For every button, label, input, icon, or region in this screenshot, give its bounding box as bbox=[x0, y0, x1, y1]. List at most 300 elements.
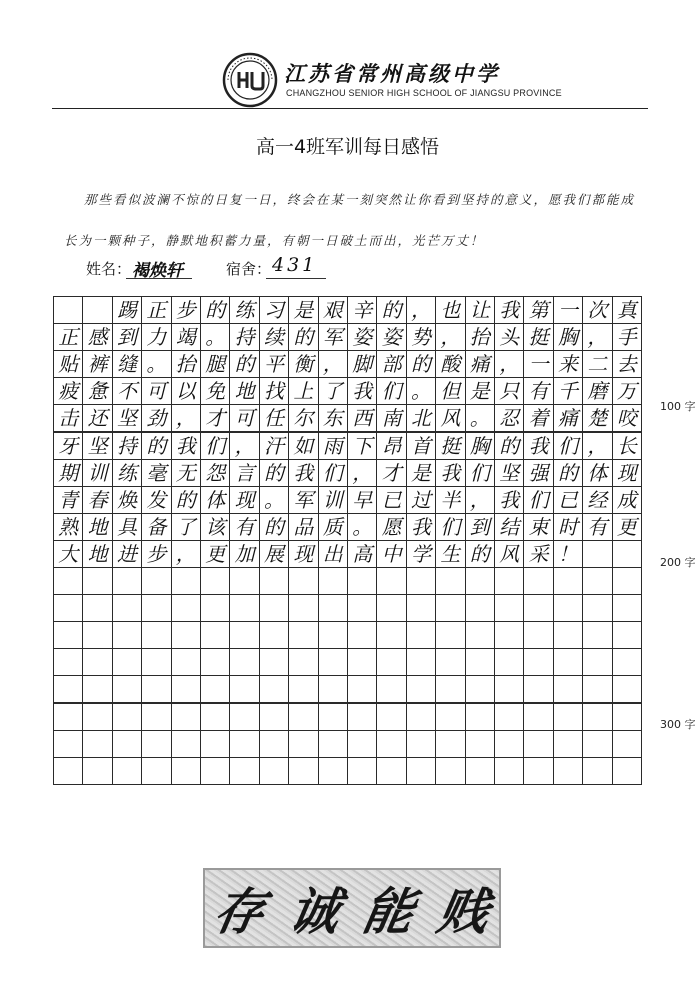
school-name-en: CHANGZHOU SENIOR HIGH SCHOOL OF JIANGSU PROVINCE bbox=[286, 88, 562, 98]
grid-cell bbox=[200, 757, 230, 785]
grid-cell: 姿 bbox=[347, 323, 377, 351]
grid-cell: 了 bbox=[171, 513, 201, 541]
grid-cell: 强 bbox=[523, 459, 553, 487]
grid-cell bbox=[141, 757, 171, 785]
grid-cell: 练 bbox=[229, 296, 259, 324]
grid-cell: ， bbox=[435, 323, 465, 351]
grid-cell: 击 bbox=[53, 404, 83, 432]
grid-cell bbox=[112, 594, 142, 622]
grid-cell: 雨 bbox=[318, 432, 348, 460]
grid-cell: 进 bbox=[112, 540, 142, 568]
grid-cell: 千 bbox=[553, 377, 583, 405]
grid-cell: ， bbox=[347, 459, 377, 487]
grid-cell bbox=[82, 621, 112, 649]
calligraphy-char: 能 bbox=[358, 882, 419, 941]
grid-cell bbox=[494, 730, 524, 758]
grid-cell: 束 bbox=[523, 513, 553, 541]
grid-cell: 来 bbox=[553, 350, 583, 378]
grid-cell: 长 bbox=[612, 432, 642, 460]
grid-cell: 免 bbox=[200, 377, 230, 405]
grid-cell bbox=[582, 540, 612, 568]
grid-cell bbox=[347, 621, 377, 649]
grid-cell: 。 bbox=[347, 513, 377, 541]
grid-cell: 。 bbox=[141, 350, 171, 378]
calligraphy-char: 诚 bbox=[283, 882, 345, 941]
grid-cell: 续 bbox=[259, 323, 289, 351]
grid-cell bbox=[376, 757, 406, 785]
grid-cell: 但 bbox=[435, 377, 465, 405]
grid-cell: 抬 bbox=[171, 350, 201, 378]
grid-cell bbox=[465, 621, 495, 649]
grid-cell: 下 bbox=[347, 432, 377, 460]
grid-cell: 痛 bbox=[553, 404, 583, 432]
grid-cell: ， bbox=[229, 432, 259, 460]
grid-cell: 有 bbox=[229, 513, 259, 541]
grid-cell bbox=[318, 648, 348, 676]
grid-cell: 品 bbox=[288, 513, 318, 541]
grid-cell bbox=[200, 621, 230, 649]
grid-cell: 春 bbox=[82, 486, 112, 514]
grid-cell: 一 bbox=[523, 350, 553, 378]
school-header bbox=[0, 50, 695, 110]
grid-cell bbox=[318, 594, 348, 622]
grid-cell: 大 bbox=[53, 540, 83, 568]
grid-cell: 质 bbox=[318, 513, 348, 541]
grid-cell bbox=[612, 730, 642, 758]
grid-cell bbox=[465, 730, 495, 758]
grid-cell: 只 bbox=[494, 377, 524, 405]
grid-cell: 发 bbox=[141, 486, 171, 514]
grid-cell: 具 bbox=[112, 513, 142, 541]
grid-cell: 让 bbox=[465, 296, 495, 324]
grid-cell bbox=[200, 567, 230, 595]
grid-cell: 的 bbox=[171, 486, 201, 514]
grid-cell: 现 bbox=[229, 486, 259, 514]
grid-cell: 东 bbox=[318, 404, 348, 432]
room-label: 宿舍： bbox=[226, 260, 272, 278]
grid-cell bbox=[288, 703, 318, 731]
grid-cell bbox=[318, 621, 348, 649]
grid-cell: 找 bbox=[259, 377, 289, 405]
grid-cell: 经 bbox=[582, 486, 612, 514]
grid-cell bbox=[582, 567, 612, 595]
grid-cell bbox=[112, 648, 142, 676]
grid-cell: 无 bbox=[171, 459, 201, 487]
grid-cell bbox=[259, 757, 289, 785]
grid-cell bbox=[376, 703, 406, 731]
grid-cell bbox=[288, 675, 318, 703]
grid-cell: 牙 bbox=[53, 432, 83, 460]
header-divider bbox=[52, 108, 648, 109]
grid-cell bbox=[465, 675, 495, 703]
grid-cell: 正 bbox=[141, 296, 171, 324]
grid-cell: ， bbox=[582, 432, 612, 460]
grid-cell: 可 bbox=[141, 377, 171, 405]
grid-cell: 的 bbox=[376, 296, 406, 324]
grid-cell: 的 bbox=[141, 432, 171, 460]
grid-cell bbox=[200, 730, 230, 758]
grid-cell bbox=[171, 675, 201, 703]
grid-cell: 。 bbox=[406, 377, 436, 405]
grid-cell: 酸 bbox=[435, 350, 465, 378]
grid-cell: 。 bbox=[259, 486, 289, 514]
calligraphy-motto bbox=[203, 868, 501, 948]
grid-cell bbox=[82, 675, 112, 703]
grid-cell: 磨 bbox=[582, 377, 612, 405]
grid-cell bbox=[112, 730, 142, 758]
calligraphy-char: 存 bbox=[209, 882, 270, 941]
grid-cell bbox=[406, 703, 436, 731]
grid-cell: 们 bbox=[318, 459, 348, 487]
grid-cell: 步 bbox=[171, 296, 201, 324]
grid-cell: 的 bbox=[494, 432, 524, 460]
grid-cell bbox=[523, 648, 553, 676]
grid-cell bbox=[347, 703, 377, 731]
grid-cell bbox=[494, 703, 524, 731]
grid-cell bbox=[200, 703, 230, 731]
grid-cell bbox=[141, 675, 171, 703]
grid-cell: 半 bbox=[435, 486, 465, 514]
grid-cell: ！ bbox=[553, 540, 583, 568]
grid-cell bbox=[112, 621, 142, 649]
grid-cell: 期 bbox=[53, 459, 83, 487]
count-100: 100 字 bbox=[660, 400, 695, 413]
grid-cell bbox=[200, 648, 230, 676]
grid-cell bbox=[229, 594, 259, 622]
grid-cell: 毫 bbox=[141, 459, 171, 487]
name-label: 姓名： bbox=[86, 260, 132, 278]
grid-cell: 我 bbox=[435, 459, 465, 487]
grid-cell bbox=[376, 675, 406, 703]
grid-cell: 体 bbox=[200, 486, 230, 514]
grid-cell: 真 bbox=[612, 296, 642, 324]
grid-cell bbox=[259, 594, 289, 622]
grid-cell bbox=[53, 703, 83, 731]
grid-cell bbox=[288, 730, 318, 758]
grid-cell: 脚 bbox=[347, 350, 377, 378]
grid-cell bbox=[494, 648, 524, 676]
grid-cell: 竭 bbox=[171, 323, 201, 351]
grid-cell bbox=[465, 567, 495, 595]
grid-cell: 是 bbox=[465, 377, 495, 405]
grid-cell bbox=[288, 621, 318, 649]
grid-cell: 我 bbox=[494, 296, 524, 324]
grid-cell bbox=[112, 703, 142, 731]
grid-cell bbox=[582, 621, 612, 649]
grid-cell bbox=[406, 675, 436, 703]
grid-cell: 我 bbox=[347, 377, 377, 405]
grid-cell: 军 bbox=[318, 323, 348, 351]
grid-cell bbox=[347, 567, 377, 595]
grid-cell bbox=[494, 675, 524, 703]
grid-cell: 缝 bbox=[112, 350, 142, 378]
grid-cell bbox=[318, 703, 348, 731]
grid-cell bbox=[435, 675, 465, 703]
grid-cell bbox=[171, 703, 201, 731]
grid-cell bbox=[318, 730, 348, 758]
grid-cell bbox=[435, 648, 465, 676]
grid-cell: 部 bbox=[376, 350, 406, 378]
grid-cell: 到 bbox=[465, 513, 495, 541]
grid-cell: 地 bbox=[82, 540, 112, 568]
grid-cell: 更 bbox=[200, 540, 230, 568]
grid-cell bbox=[465, 648, 495, 676]
grid-cell bbox=[200, 594, 230, 622]
grid-cell: 平 bbox=[259, 350, 289, 378]
grid-cell bbox=[406, 648, 436, 676]
grid-cell bbox=[229, 757, 259, 785]
grid-cell bbox=[582, 703, 612, 731]
grid-cell: 力 bbox=[141, 323, 171, 351]
grid-cell: 惫 bbox=[82, 377, 112, 405]
grid-cell bbox=[523, 621, 553, 649]
grid-cell bbox=[406, 594, 436, 622]
grid-cell: 首 bbox=[406, 432, 436, 460]
grid-cell: 采 bbox=[523, 540, 553, 568]
grid-cell bbox=[406, 730, 436, 758]
grid-cell: 持 bbox=[229, 323, 259, 351]
grid-cell: 的 bbox=[406, 350, 436, 378]
grid-cell bbox=[523, 730, 553, 758]
grid-cell bbox=[612, 648, 642, 676]
grid-cell: 们 bbox=[553, 432, 583, 460]
grid-cell: 北 bbox=[406, 404, 436, 432]
grid-cell bbox=[171, 730, 201, 758]
grid-cell: 习 bbox=[259, 296, 289, 324]
grid-cell bbox=[112, 567, 142, 595]
grid-cell bbox=[406, 757, 436, 785]
grid-cell: 步 bbox=[141, 540, 171, 568]
grid-cell bbox=[465, 703, 495, 731]
grid-cell: 我 bbox=[494, 486, 524, 514]
grid-cell: 西 bbox=[347, 404, 377, 432]
grid-cell bbox=[259, 648, 289, 676]
grid-cell bbox=[53, 296, 83, 324]
grid-cell: ， bbox=[318, 350, 348, 378]
grid-cell: 二 bbox=[582, 350, 612, 378]
grid-cell: 的 bbox=[288, 323, 318, 351]
grid-cell: 们 bbox=[376, 377, 406, 405]
grid-cell: 咬 bbox=[612, 404, 642, 432]
grid-cell: 尔 bbox=[288, 404, 318, 432]
calligraphy-char: 贱 bbox=[432, 882, 494, 941]
grid-cell bbox=[435, 730, 465, 758]
grid-cell bbox=[553, 648, 583, 676]
grid-cell bbox=[82, 730, 112, 758]
grid-cell bbox=[465, 594, 495, 622]
grid-cell: ， bbox=[171, 540, 201, 568]
grid-cell: 如 bbox=[288, 432, 318, 460]
grid-cell: ， bbox=[465, 486, 495, 514]
grid-cell bbox=[494, 757, 524, 785]
grid-cell bbox=[171, 621, 201, 649]
grid-cell: 们 bbox=[523, 486, 553, 514]
grid-cell: 。 bbox=[200, 323, 230, 351]
grid-cell bbox=[259, 621, 289, 649]
grid-cell: 。 bbox=[465, 404, 495, 432]
grid-cell bbox=[347, 675, 377, 703]
grid-cell: 以 bbox=[171, 377, 201, 405]
grid-cell: 现 bbox=[288, 540, 318, 568]
grid-cell bbox=[523, 675, 553, 703]
grid-cell: 已 bbox=[376, 486, 406, 514]
grid-cell bbox=[347, 594, 377, 622]
grid-cell: 感 bbox=[82, 323, 112, 351]
grid-cell: 踢 bbox=[112, 296, 142, 324]
grid-cell bbox=[82, 648, 112, 676]
grid-cell bbox=[435, 621, 465, 649]
grid-cell bbox=[53, 675, 83, 703]
grid-cell: 痛 bbox=[465, 350, 495, 378]
grid-cell: 更 bbox=[612, 513, 642, 541]
grid-cell: 抬 bbox=[465, 323, 495, 351]
grid-cell bbox=[288, 567, 318, 595]
room-value: 431 bbox=[272, 254, 318, 276]
grid-cell: 才 bbox=[200, 404, 230, 432]
grid-cell: 的 bbox=[553, 459, 583, 487]
grid-cell bbox=[406, 621, 436, 649]
grid-cell: 学 bbox=[406, 540, 436, 568]
grid-cell bbox=[553, 594, 583, 622]
grid-cell: 持 bbox=[112, 432, 142, 460]
grid-cell: ， bbox=[582, 323, 612, 351]
grid-cell bbox=[53, 648, 83, 676]
grid-cell bbox=[259, 703, 289, 731]
grid-cell: 辛 bbox=[347, 296, 377, 324]
grid-cell: 的 bbox=[200, 296, 230, 324]
grid-cell bbox=[171, 594, 201, 622]
grid-cell bbox=[347, 757, 377, 785]
grid-cell bbox=[141, 621, 171, 649]
grid-cell: 胸 bbox=[553, 323, 583, 351]
grid-cell bbox=[288, 648, 318, 676]
grid-cell bbox=[435, 594, 465, 622]
grid-cell bbox=[288, 594, 318, 622]
room-underline bbox=[266, 278, 326, 279]
grid-cell: 训 bbox=[318, 486, 348, 514]
grid-cell bbox=[376, 567, 406, 595]
school-name-cn: 江苏省常州高级中学 bbox=[284, 61, 500, 86]
grid-cell: 到 bbox=[112, 323, 142, 351]
grid-cell: 们 bbox=[465, 459, 495, 487]
grid-cell bbox=[318, 757, 348, 785]
grid-cell: 任 bbox=[259, 404, 289, 432]
grid-cell: 言 bbox=[229, 459, 259, 487]
grid-cell bbox=[612, 675, 642, 703]
grid-cell bbox=[53, 730, 83, 758]
grid-cell: 贴 bbox=[53, 350, 83, 378]
grid-cell bbox=[112, 757, 142, 785]
grid-cell: 的 bbox=[259, 459, 289, 487]
grid-cell bbox=[347, 648, 377, 676]
grid-cell: 艰 bbox=[318, 296, 348, 324]
grid-cell: 忍 bbox=[494, 404, 524, 432]
grid-cell: 有 bbox=[523, 377, 553, 405]
grid-cell: 我 bbox=[171, 432, 201, 460]
grid-cell bbox=[465, 757, 495, 785]
grid-cell: 我 bbox=[523, 432, 553, 460]
grid-cell: 衡 bbox=[288, 350, 318, 378]
grid-cell bbox=[553, 757, 583, 785]
grid-cell: 裤 bbox=[82, 350, 112, 378]
grid-cell bbox=[376, 648, 406, 676]
grid-cell: 坚 bbox=[82, 432, 112, 460]
grid-cell: 的 bbox=[465, 540, 495, 568]
grid-cell bbox=[82, 567, 112, 595]
grid-cell bbox=[82, 703, 112, 731]
grid-cell: 高 bbox=[347, 540, 377, 568]
grid-cell: 我 bbox=[406, 513, 436, 541]
grid-cell: 疲 bbox=[53, 377, 83, 405]
grid-cell bbox=[229, 675, 259, 703]
grid-cell bbox=[229, 703, 259, 731]
grid-cell: 是 bbox=[288, 296, 318, 324]
grid-cell: 们 bbox=[435, 513, 465, 541]
grid-cell: 训 bbox=[82, 459, 112, 487]
grid-cell bbox=[553, 730, 583, 758]
grid-cell: ， bbox=[406, 296, 436, 324]
grid-cell bbox=[582, 675, 612, 703]
grid-cell bbox=[288, 757, 318, 785]
grid-cell: 该 bbox=[200, 513, 230, 541]
grid-cell bbox=[259, 567, 289, 595]
grid-cell bbox=[200, 675, 230, 703]
grid-cell: 生 bbox=[435, 540, 465, 568]
grid-cell bbox=[171, 648, 201, 676]
grid-cell bbox=[612, 594, 642, 622]
grid-cell: 一 bbox=[553, 296, 583, 324]
grid-cell bbox=[435, 703, 465, 731]
grid-cell bbox=[82, 296, 112, 324]
grid-cell: 可 bbox=[229, 404, 259, 432]
grid-cell: 胸 bbox=[465, 432, 495, 460]
grid-cell: 楚 bbox=[582, 404, 612, 432]
grid-cell bbox=[612, 757, 642, 785]
grid-cell: 的 bbox=[229, 350, 259, 378]
quote-line-2: 长为一颗种子，静默地积蓄力量，有朝一日破土而出，光芒万丈！ bbox=[64, 233, 485, 248]
grid-cell: 怨 bbox=[200, 459, 230, 487]
count-300: 300 字 bbox=[660, 718, 695, 731]
grid-cell bbox=[435, 567, 465, 595]
grid-cell bbox=[53, 567, 83, 595]
grid-cell bbox=[171, 757, 201, 785]
grid-cell: 加 bbox=[229, 540, 259, 568]
grid-cell bbox=[494, 567, 524, 595]
grid-cell bbox=[53, 621, 83, 649]
grid-cell: 劲 bbox=[141, 404, 171, 432]
grid-cell bbox=[318, 567, 348, 595]
grid-cell bbox=[612, 540, 642, 568]
grid-cell: 备 bbox=[141, 513, 171, 541]
grid-cell bbox=[523, 567, 553, 595]
grid-cell: 势 bbox=[406, 323, 436, 351]
grid-cell bbox=[141, 594, 171, 622]
grid-cell bbox=[318, 675, 348, 703]
grid-cell bbox=[376, 621, 406, 649]
grid-cell bbox=[494, 621, 524, 649]
grid-cell bbox=[171, 567, 201, 595]
grid-cell bbox=[141, 567, 171, 595]
grid-cell bbox=[259, 730, 289, 758]
grid-cell: 次 bbox=[582, 296, 612, 324]
grid-cell: 体 bbox=[582, 459, 612, 487]
grid-cell: 现 bbox=[612, 459, 642, 487]
grid-cell: 了 bbox=[318, 377, 348, 405]
name-value: 褐焕轩 bbox=[132, 261, 183, 281]
grid-cell: 挺 bbox=[523, 323, 553, 351]
grid-cell bbox=[229, 567, 259, 595]
grid-cell: 的 bbox=[259, 513, 289, 541]
